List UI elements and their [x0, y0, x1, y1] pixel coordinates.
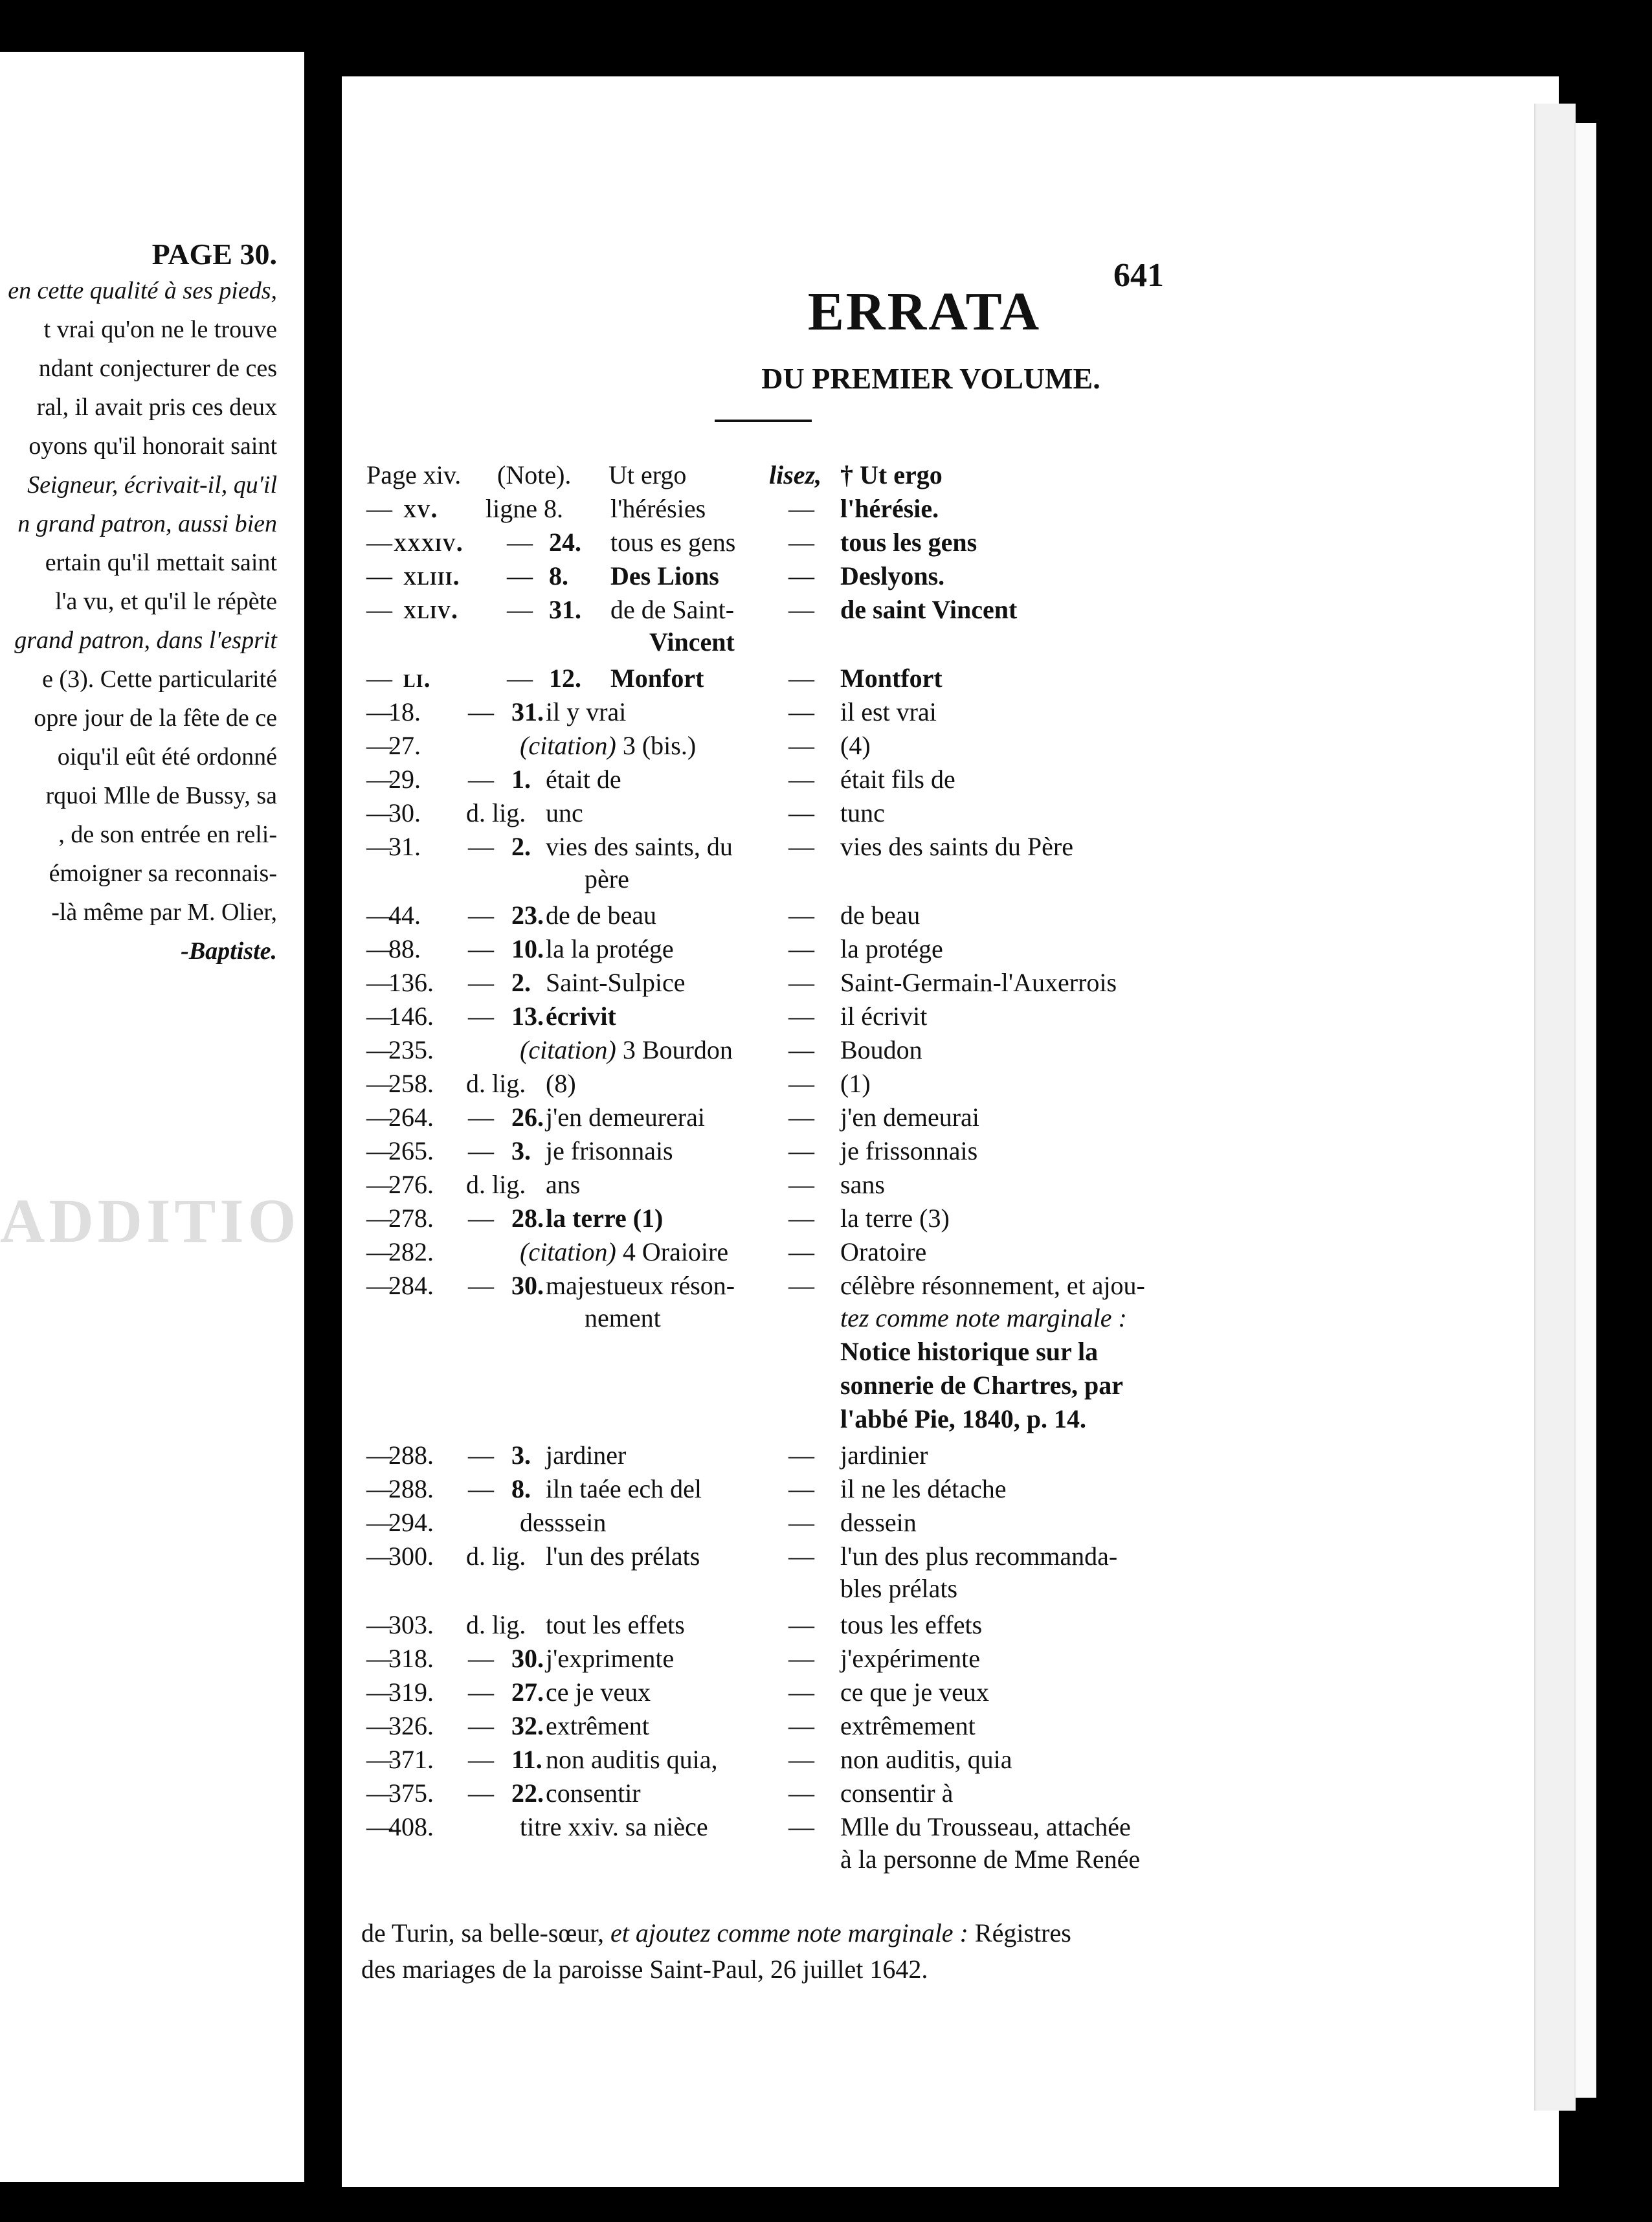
errata-correction: de saint Vincent: [840, 595, 1018, 624]
errata-separator: —: [788, 1812, 814, 1841]
errata-page-ref: 264.: [388, 1103, 434, 1132]
errata-separator: —: [788, 1069, 814, 1098]
errata-fault: (citation) 3 (bis.): [520, 731, 697, 760]
continuation-line: des mariages de la paroisse Saint-Paul, 26 juillet 1642.: [361, 1955, 928, 1984]
ditto-dash: —: [468, 1474, 494, 1503]
errata-page-ref: 284.: [388, 1271, 434, 1300]
errata-correction: jardinier: [840, 1441, 928, 1470]
errata-fault: j'exprimente: [546, 1644, 675, 1673]
errata-line-ref: d. lig.: [466, 1069, 526, 1098]
errata-separator: —: [788, 1103, 814, 1132]
left-page-line: grand patron, dans l'esprit: [14, 627, 277, 654]
errata-fault-cont: père: [585, 864, 629, 893]
errata-line-ref: 24.: [549, 528, 581, 557]
errata-row: [342, 1033, 1507, 1067]
errata-correction: † Ut ergo: [840, 460, 943, 489]
ditto-dash: —: [366, 1035, 392, 1064]
errata-fault: de de Saint-: [610, 595, 735, 624]
errata-page-ref: 294.: [388, 1508, 434, 1537]
errata-continuation: [361, 1915, 1071, 1988]
errata-row: [342, 899, 1507, 932]
errata-page-ref: xxxiv.: [394, 528, 463, 557]
errata-correction: tous les gens: [840, 528, 977, 557]
ditto-dash: —: [366, 697, 392, 726]
errata-page-ref: 31.: [388, 832, 421, 861]
errata-page-ref: 278.: [388, 1204, 434, 1233]
errata-separator: —: [788, 1644, 814, 1673]
errata-fault: il y vrai: [546, 697, 627, 726]
ditto-dash: —: [366, 1644, 392, 1673]
left-page-line: rquoi Mlle de Bussy, sa: [45, 782, 277, 809]
errata-correction: consentir à: [840, 1779, 954, 1808]
left-page-line: PAGE 30.: [151, 238, 277, 271]
continuation-text-end: Régistres: [974, 1918, 1071, 1947]
errata-page-ref: 318.: [388, 1644, 434, 1673]
left-page-line: ertain qu'il mettait saint: [45, 549, 277, 576]
ditto-dash: —: [366, 901, 392, 930]
errata-row: [342, 966, 1507, 1000]
errata-correction: (1): [840, 1069, 871, 1098]
left-page-line: Seigneur, écrivait-il, qu'il: [27, 471, 277, 499]
page-edge-inner: [1574, 123, 1596, 2098]
errata-correction: Saint-Germain-l'Auxerrois: [840, 968, 1117, 997]
page-number: 641: [1113, 257, 1164, 294]
errata-fault: (citation) 3 Bourdon: [520, 1035, 733, 1064]
ditto-dash: —: [468, 1711, 494, 1740]
errata-correction: (4): [840, 731, 871, 760]
errata-correction-cont: bles prélats: [840, 1574, 958, 1603]
errata-fault: la terre (1): [546, 1204, 664, 1233]
errata-page-ref: 258.: [388, 1069, 434, 1098]
errata-row: [342, 1709, 1507, 1743]
ditto-dash: —: [366, 934, 392, 963]
left-page-line: n grand patron, aussi bien: [17, 510, 277, 537]
errata-page-ref: xv.: [403, 494, 438, 523]
ditto-dash: —: [507, 664, 533, 693]
errata-correction: était fils de: [840, 765, 955, 794]
continuation-instruction: et ajoutez comme note marginale :: [610, 1918, 968, 1947]
left-page-line: , de son entrée en reli-: [58, 821, 277, 848]
page-subtitle: DU PREMIER VOLUME.: [761, 362, 1100, 395]
errata-correction: Deslyons.: [840, 561, 945, 590]
errata-row: [342, 559, 1507, 593]
errata-page-ref: 136.: [388, 968, 434, 997]
errata-fault: desssein: [520, 1508, 607, 1537]
errata-correction: Oratoire: [840, 1237, 927, 1266]
continuation-text: de Turin, sa belle-sœur,: [361, 1918, 605, 1947]
errata-page-ref: 235.: [388, 1035, 434, 1064]
ditto-dash: —: [366, 494, 392, 523]
ditto-dash: —: [507, 561, 533, 590]
left-page-line: émoigner sa reconnais-: [49, 860, 277, 887]
errata-separator: —: [788, 1204, 814, 1233]
ditto-dash: —: [366, 1812, 392, 1841]
errata-row: [342, 1506, 1507, 1540]
errata-page-ref: 44.: [388, 901, 421, 930]
errata-correction: je frissonnais: [840, 1136, 978, 1165]
errata-separator: —: [788, 1711, 814, 1740]
errata-row: [342, 1642, 1507, 1676]
ditto-dash: —: [468, 697, 494, 726]
errata-correction: la protége: [840, 934, 943, 963]
errata-fault: Saint-Sulpice: [546, 968, 686, 997]
errata-row: [342, 1168, 1507, 1202]
ditto-dash: —: [366, 968, 392, 997]
ditto-dash: —: [366, 1271, 392, 1300]
errata-correction: Boudon: [840, 1035, 922, 1064]
errata-line-ref: 8.: [511, 1474, 531, 1503]
errata-line-ref: (Note).: [497, 460, 572, 489]
ditto-dash: —: [366, 765, 392, 794]
ditto-dash: —: [366, 1508, 392, 1537]
ditto-dash: —: [366, 1779, 392, 1808]
ditto-dash: —: [366, 1170, 392, 1199]
left-page-line: l'a vu, et qu'il le répète: [55, 588, 277, 615]
errata-separator: —: [788, 664, 814, 693]
errata-correction: Mlle du Trousseau, attachée: [840, 1812, 1131, 1841]
ditto-dash: —: [366, 1136, 392, 1165]
ditto-dash: —: [366, 1678, 392, 1707]
ditto-dash: —: [468, 1779, 494, 1808]
errata-page-ref: 276.: [388, 1170, 434, 1199]
ditto-dash: —: [468, 832, 494, 861]
errata-page: [342, 76, 1559, 2187]
errata-correction-cont: sonnerie de Chartres, par: [840, 1371, 1123, 1400]
errata-row: [342, 1777, 1507, 1810]
errata-row: [342, 1101, 1507, 1134]
errata-separator: —: [788, 1035, 814, 1064]
errata-separator: —: [788, 1271, 814, 1300]
errata-separator: lisez,: [769, 460, 822, 489]
errata-correction: la terre (3): [840, 1204, 950, 1233]
errata-separator: —: [788, 1474, 814, 1503]
errata-page-ref: 146.: [388, 1002, 434, 1031]
errata-fault: (8): [546, 1069, 576, 1098]
book-gutter: [304, 65, 343, 2182]
left-page-line: ndant conjecturer de ces: [38, 355, 277, 382]
errata-row: [342, 1810, 1507, 1844]
errata-fault: titre xxiv. sa nièce: [520, 1812, 708, 1841]
errata-separator: —: [788, 1542, 814, 1571]
errata-separator: —: [788, 765, 814, 794]
errata-row: [342, 763, 1507, 796]
errata-separator: —: [788, 968, 814, 997]
page-edge: [1534, 104, 1576, 2111]
errata-fault: tout les effets: [546, 1610, 685, 1639]
errata-line-ref: 32.: [511, 1711, 544, 1740]
errata-separator: —: [788, 561, 814, 590]
errata-fault: Des Lions: [610, 561, 719, 590]
errata-fault: majestueux réson-: [546, 1271, 735, 1300]
errata-row: [342, 1202, 1507, 1235]
errata-row: [342, 1235, 1507, 1269]
errata-page-ref: 319.: [388, 1678, 434, 1707]
errata-correction: tous les effets: [840, 1610, 983, 1639]
errata-row: [342, 492, 1507, 526]
errata-line-ref: 30.: [511, 1644, 544, 1673]
errata-correction: l'hérésie.: [840, 494, 939, 523]
errata-row: [342, 1676, 1507, 1709]
ditto-dash: —: [468, 1103, 494, 1132]
errata-line-ref: 3.: [511, 1136, 531, 1165]
errata-row: [342, 1067, 1507, 1101]
errata-row: [342, 1743, 1507, 1777]
errata-line-ref: 31.: [549, 595, 581, 624]
ditto-dash: —: [468, 1745, 494, 1774]
errata-correction: j'en demeurai: [840, 1103, 979, 1132]
ditto-dash: —: [366, 1103, 392, 1132]
errata-line-ref: 12.: [549, 664, 581, 693]
errata-fault: unc: [546, 798, 583, 827]
ditto-dash: —: [366, 595, 392, 624]
errata-line-ref: 26.: [511, 1103, 544, 1132]
errata-list: [342, 76, 1559, 2187]
errata-page-ref: 265.: [388, 1136, 434, 1165]
ditto-dash: —: [366, 731, 392, 760]
errata-separator: —: [788, 494, 814, 523]
errata-correction: non auditis, quia: [840, 1745, 1012, 1774]
errata-fault: j'en demeurerai: [546, 1103, 705, 1132]
errata-line-ref: d. lig.: [466, 798, 526, 827]
errata-fault: l'hérésies: [610, 494, 706, 523]
errata-page-ref: 288.: [388, 1474, 434, 1503]
ditto-dash: —: [366, 664, 392, 693]
errata-fault: de de beau: [546, 901, 657, 930]
errata-page-ref: 288.: [388, 1441, 434, 1470]
errata-page-ref: 88.: [388, 934, 421, 963]
errata-row: [342, 796, 1507, 830]
errata-page-ref: li.: [403, 664, 431, 693]
errata-page-ref: 282.: [388, 1237, 434, 1266]
errata-row: [342, 1472, 1507, 1506]
errata-correction-cont: l'abbé Pie, 1840, p. 14.: [840, 1404, 1087, 1433]
errata-separator: —: [788, 1237, 814, 1266]
errata-fault: extrêment: [546, 1711, 649, 1740]
errata-separator: —: [788, 1002, 814, 1031]
errata-page-ref: 371.: [388, 1745, 434, 1774]
errata-separator: —: [788, 832, 814, 861]
errata-fault: non auditis quia,: [546, 1745, 718, 1774]
errata-row: [342, 662, 1507, 695]
errata-separator: —: [788, 697, 814, 726]
errata-row: [342, 593, 1507, 627]
ditto-dash: —: [507, 528, 533, 557]
errata-fault: écrivit: [546, 1002, 616, 1031]
ditto-dash: —: [366, 832, 392, 861]
errata-correction: il ne les détache: [840, 1474, 1007, 1503]
left-page-bleed-heading: ADDITIO: [0, 1186, 300, 1255]
ditto-dash: —: [366, 1002, 392, 1031]
errata-separator: —: [788, 934, 814, 963]
ditto-dash: —: [366, 1711, 392, 1740]
ditto-dash: —: [366, 528, 392, 557]
errata-fault: tous es gens: [610, 528, 736, 557]
errata-correction: sans: [840, 1170, 885, 1199]
errata-row: [342, 695, 1507, 729]
errata-line-ref: 3.: [511, 1441, 531, 1470]
ditto-dash: —: [366, 1745, 392, 1774]
errata-line-ref: d. lig.: [466, 1610, 526, 1639]
ditto-dash: —: [507, 595, 533, 624]
errata-separator: —: [788, 595, 814, 624]
errata-line-ref: 11.: [511, 1745, 542, 1774]
errata-row: [342, 932, 1507, 966]
errata-correction: j'expérimente: [840, 1644, 980, 1673]
errata-page-ref: xliv.: [403, 595, 459, 624]
errata-fault: vies des saints, du: [546, 832, 733, 861]
errata-row: [342, 830, 1507, 864]
errata-separator: —: [788, 901, 814, 930]
errata-fault: Ut ergo: [608, 460, 687, 489]
errata-separator: —: [788, 1610, 814, 1639]
ditto-dash: —: [366, 1069, 392, 1098]
errata-fault: était de: [546, 765, 621, 794]
errata-line-ref: 2.: [511, 968, 531, 997]
errata-fault-cont: Vincent: [649, 627, 735, 656]
errata-correction: vies des saints du Père: [840, 832, 1073, 861]
errata-separator: —: [788, 798, 814, 827]
errata-line-ref: 31.: [511, 697, 544, 726]
ditto-dash: —: [366, 1441, 392, 1470]
errata-fault: iln taée ech del: [546, 1474, 702, 1503]
errata-correction: l'un des plus recommanda-: [840, 1542, 1118, 1571]
errata-line-ref: 30.: [511, 1271, 544, 1300]
errata-separator: —: [788, 528, 814, 557]
errata-fault: je frisonnais: [546, 1136, 673, 1165]
errata-page-ref: 300.: [388, 1542, 434, 1571]
ditto-dash: —: [366, 1610, 392, 1639]
errata-row: [342, 1269, 1507, 1303]
ditto-dash: —: [468, 901, 494, 930]
errata-line-ref: 2.: [511, 832, 531, 861]
errata-row: [342, 729, 1507, 763]
ditto-dash: —: [366, 561, 392, 590]
ditto-dash: —: [366, 1542, 392, 1571]
errata-line-ref: 8.: [549, 561, 568, 590]
errata-correction: il est vrai: [840, 697, 937, 726]
ditto-dash: —: [366, 798, 392, 827]
errata-fault: (citation) 4 Oraioire: [520, 1237, 729, 1266]
errata-correction-cont: à la personne de Mme Renée: [840, 1845, 1141, 1874]
errata-page-ref: Page xiv.: [366, 460, 462, 489]
errata-correction: ce que je veux: [840, 1678, 989, 1707]
errata-correction-cont: Notice historique sur la: [840, 1337, 1099, 1366]
errata-separator: —: [788, 1136, 814, 1165]
errata-page-ref: 303.: [388, 1610, 434, 1639]
errata-page-ref: 408.: [388, 1812, 434, 1841]
left-page-line: en cette qualité à ses pieds,: [8, 277, 277, 304]
errata-fault: l'un des prélats: [546, 1542, 700, 1571]
errata-correction: célèbre résonnement, et ajou-: [840, 1271, 1145, 1300]
left-page-line: oiqu'il eût été ordonné: [57, 743, 277, 770]
errata-line-ref: d. lig.: [466, 1542, 526, 1571]
errata-fault: jardiner: [546, 1441, 627, 1470]
errata-separator: —: [788, 1779, 814, 1808]
errata-correction: il écrivit: [840, 1002, 928, 1031]
errata-correction: dessein: [840, 1508, 917, 1537]
ditto-dash: —: [468, 1441, 494, 1470]
errata-separator: —: [788, 1745, 814, 1774]
ditto-dash: —: [468, 1644, 494, 1673]
ditto-dash: —: [366, 1474, 392, 1503]
ditto-dash: —: [468, 1204, 494, 1233]
errata-row: [342, 526, 1507, 559]
errata-separator: —: [788, 1678, 814, 1707]
ditto-dash: —: [468, 1271, 494, 1300]
left-page-line: t vrai qu'on ne le trouve: [43, 316, 277, 343]
ditto-dash: —: [366, 1237, 392, 1266]
left-page-line: oyons qu'il honorait saint: [28, 432, 277, 460]
left-page-line: -Baptiste.: [181, 937, 277, 965]
errata-correction: extrêmement: [840, 1711, 976, 1740]
page-title: ERRATA: [807, 282, 1042, 342]
errata-line-ref: 28.: [511, 1204, 544, 1233]
errata-separator: —: [788, 1441, 814, 1470]
errata-separator: —: [788, 1508, 814, 1537]
ditto-dash: —: [468, 1002, 494, 1031]
errata-page-ref: 375.: [388, 1779, 434, 1808]
errata-fault-cont: nement: [585, 1303, 661, 1332]
errata-line-ref: ligne 8.: [486, 494, 563, 523]
left-page-line: opre jour de la fête de ce: [34, 704, 277, 732]
errata-line-ref: d. lig.: [466, 1170, 526, 1199]
left-page-line: e (3). Cette particularité: [42, 666, 277, 693]
ditto-dash: —: [468, 968, 494, 997]
errata-row: [342, 1134, 1507, 1168]
errata-fault: Monfort: [610, 664, 704, 693]
errata-row: [342, 458, 1507, 492]
errata-line-ref: 22.: [511, 1779, 544, 1808]
errata-row: [342, 1608, 1507, 1642]
errata-fault: ans: [546, 1170, 581, 1199]
errata-fault: consentir: [546, 1779, 641, 1808]
errata-row: [342, 1439, 1507, 1472]
ditto-dash: —: [468, 1136, 494, 1165]
errata-page-ref: xliii.: [403, 561, 460, 590]
errata-fault: ce je veux: [546, 1678, 651, 1707]
errata-page-ref: 18.: [388, 697, 421, 726]
errata-row: [342, 1000, 1507, 1033]
errata-line-ref: 23.: [511, 901, 544, 930]
errata-line-ref: 27.: [511, 1678, 544, 1707]
errata-correction: Montfort: [840, 664, 943, 693]
errata-separator: —: [788, 1170, 814, 1199]
errata-fault: la la protége: [546, 934, 674, 963]
errata-page-ref: 27.: [388, 731, 421, 760]
errata-correction-cont: tez comme note marginale :: [840, 1303, 1127, 1332]
errata-separator: —: [788, 731, 814, 760]
errata-line-ref: 1.: [511, 765, 531, 794]
ditto-dash: —: [468, 765, 494, 794]
errata-correction: de beau: [840, 901, 921, 930]
errata-page-ref: 30.: [388, 798, 421, 827]
errata-line-ref: 13.: [511, 1002, 544, 1031]
ditto-dash: —: [468, 934, 494, 963]
errata-line-ref: 10.: [511, 934, 544, 963]
ditto-dash: —: [468, 1678, 494, 1707]
ditto-dash: —: [366, 1204, 392, 1233]
left-page-line: ral, il avait pris ces deux: [36, 394, 277, 421]
left-page-fragment: [0, 52, 304, 2182]
errata-correction: tunc: [840, 798, 885, 827]
errata-page-ref: 29.: [388, 765, 421, 794]
left-page-line: -là même par M. Olier,: [51, 899, 277, 926]
errata-row: [342, 1540, 1507, 1573]
errata-page-ref: 326.: [388, 1711, 434, 1740]
